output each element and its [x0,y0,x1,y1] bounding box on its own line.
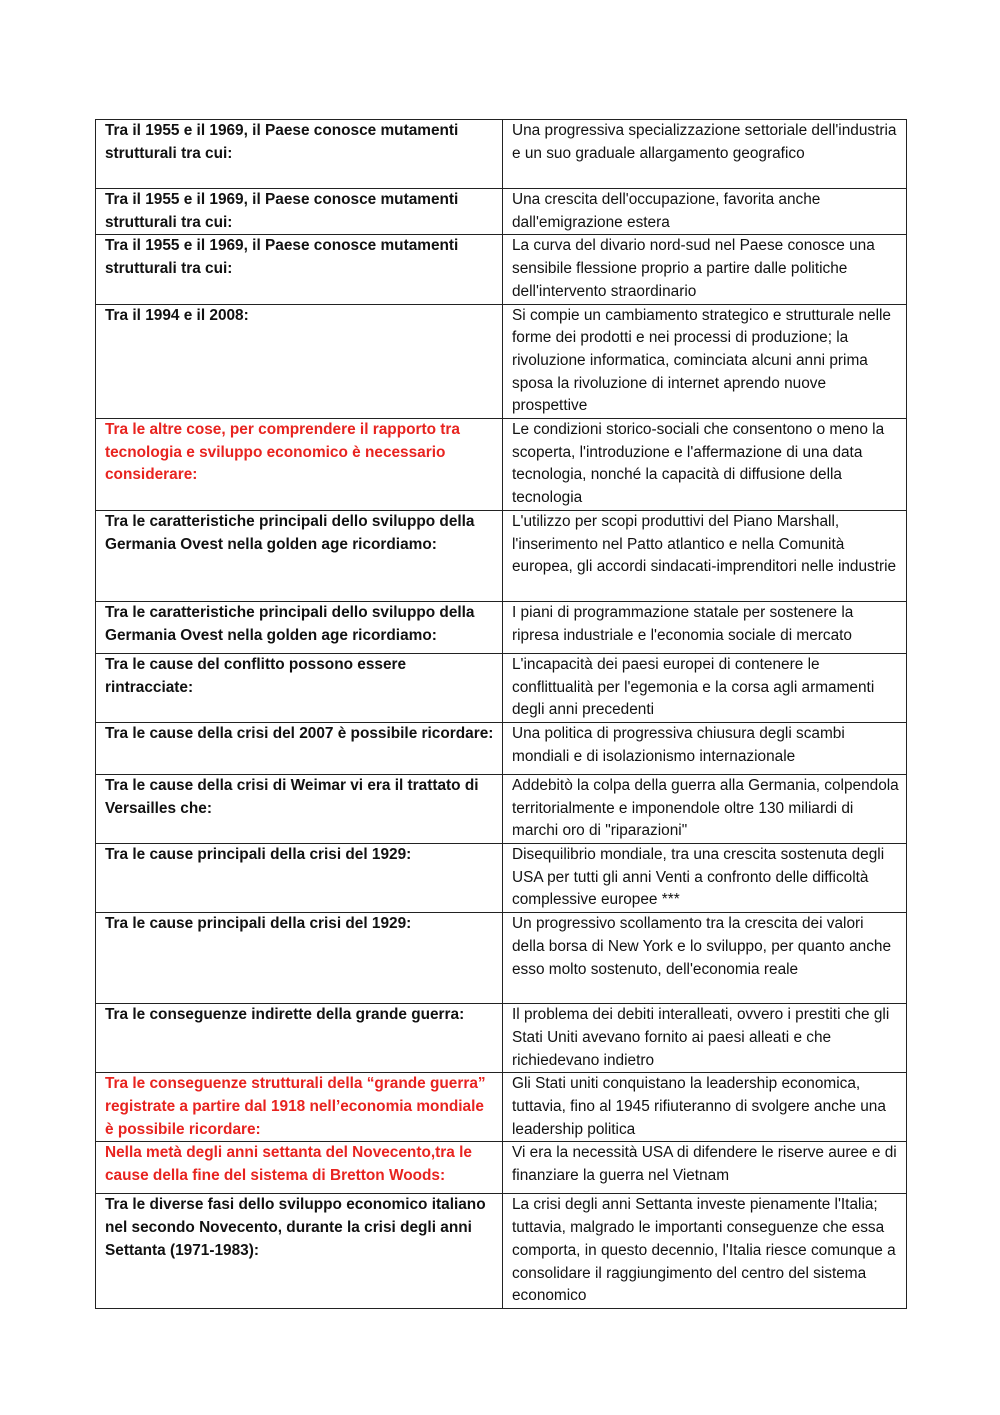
table-row [96,235,907,304]
question-cell: Tra le altre cose, per comprendere il rapporto tra tecnologia e sviluppo economico è necessario considerare: [96,419,503,511]
answer-cell: Un progressivo scollamento tra la crescita dei valori della borsa di New York e lo sviluppo, per quanto anche esso molto sostenuto, dell'economia reale [503,913,907,1004]
table-row [96,510,907,601]
question-cell: Tra le conseguenze strutturali della “grande guerra” registrate a partire dal 1918 nell’economia mondiale è possibile ricordare: [96,1073,503,1142]
table-body [96,120,907,1309]
question-answer-table [95,119,907,1309]
question-cell: Tra il 1955 e il 1969, il Paese conosce mutamenti strutturali tra cui: [96,120,503,189]
question-cell: Tra le conseguenze indirette della grande guerra: [96,1004,503,1073]
answer-cell: Addebitò la colpa della guerra alla Germania, colpendola territorialmente e imponendole oltre 130 miliardi di marchi oro di "riparazioni" [503,774,907,843]
answer-cell: Vi era la necessità USA di difendere le riserve auree e di finanziare la guerra nel Vietnam [503,1142,907,1194]
question-cell: Tra le cause principali della crisi del 1929: [96,844,503,913]
answer-cell: La crisi degli anni Settanta investe pienamente l'Italia; tuttavia, malgrado le importanti conseguenze che essa comporta, in questo decennio, l'Italia riesce comunque a consolidare il raggiungimento del centro del sistema economico [503,1194,907,1309]
answer-cell: Il problema dei debiti interalleati, ovvero i prestiti che gli Stati Uniti avevano fornito ai paesi alleati e che richiedevano indietro [503,1004,907,1073]
question-cell: Tra le cause del conflitto possono essere rintracciate: [96,653,503,722]
table-row [96,844,907,913]
document-page [95,119,906,1309]
table-row [96,1142,907,1194]
table-row [96,913,907,1004]
answer-cell: Gli Stati uniti conquistano la leadership economica, tuttavia, fino al 1945 rifiuteranno di svolgere anche una leadership politica [503,1073,907,1142]
question-cell: Tra il 1955 e il 1969, il Paese conosce mutamenti strutturali tra cui: [96,189,503,235]
question-cell: Tra le cause della crisi del 2007 è possibile ricordare: [96,722,503,774]
table-row [96,189,907,235]
answer-cell: I piani di programmazione statale per sostenere la ripresa industriale e l'economia sociale di mercato [503,601,907,653]
question-cell: Tra le cause della crisi di Weimar vi era il trattato di Versailles che: [96,774,503,843]
question-cell: Tra le caratteristiche principali dello sviluppo della Germania Ovest nella golden age ricordiamo: [96,601,503,653]
table-row [96,722,907,774]
table-row [96,1073,907,1142]
answer-cell: L'utilizzo per scopi produttivi del Piano Marshall, l'inserimento nel Patto atlantico e nella Comunità europea, gli accordi sindacati-imprenditori nelle industrie [503,510,907,601]
answer-cell: Disequilibrio mondiale, tra una crescita sostenuta degli USA per tutti gli anni Venti a confronto delle difficoltà complessive europee *** [503,844,907,913]
table-row [96,1194,907,1309]
answer-cell: Una progressiva specializzazione settoriale dell'industria e un suo graduale allargamento geografico [503,120,907,189]
question-cell: Nella metà degli anni settanta del Novecento,tra le cause della fine del sistema di Bretton Woods: [96,1142,503,1194]
question-cell: Tra il 1994 e il 2008: [96,304,503,419]
question-cell: Tra le caratteristiche principali dello sviluppo della Germania Ovest nella golden age ricordiamo: [96,510,503,601]
answer-cell: Si compie un cambiamento strategico e strutturale nelle forme dei prodotti e nei processi di produzione; la rivoluzione informatica, cominciata alcuni anni prima sposa la rivoluzione di internet aprendo nuove prospettive [503,304,907,419]
table-row [96,1004,907,1073]
question-cell: Tra le cause principali della crisi del 1929: [96,913,503,1004]
answer-cell: La curva del divario nord-sud nel Paese conosce una sensibile flessione proprio a partire dalle politiche dell'intervento straordinario [503,235,907,304]
table-row [96,419,907,511]
table-row [96,304,907,419]
answer-cell: Una politica di progressiva chiusura degli scambi mondiali e di isolazionismo internazionale [503,722,907,774]
answer-cell: Una crescita dell'occupazione, favorita anche dall'emigrazione estera [503,189,907,235]
table-row [96,653,907,722]
table-row [96,120,907,189]
table-row [96,774,907,843]
answer-cell: Le condizioni storico-sociali che consentono o meno la scoperta, l'introduzione e l'affermazione di una data tecnologia, nonché la capacità di diffusione della tecnologia [503,419,907,511]
question-cell: Tra le diverse fasi dello sviluppo economico italiano nel secondo Novecento, durante la crisi degli anni Settanta (1971-1983): [96,1194,503,1309]
table-row [96,601,907,653]
question-cell: Tra il 1955 e il 1969, il Paese conosce mutamenti strutturali tra cui: [96,235,503,304]
answer-cell: L'incapacità dei paesi europei di contenere le conflittualità per l'egemonia e la corsa agli armamenti degli anni precedenti [503,653,907,722]
